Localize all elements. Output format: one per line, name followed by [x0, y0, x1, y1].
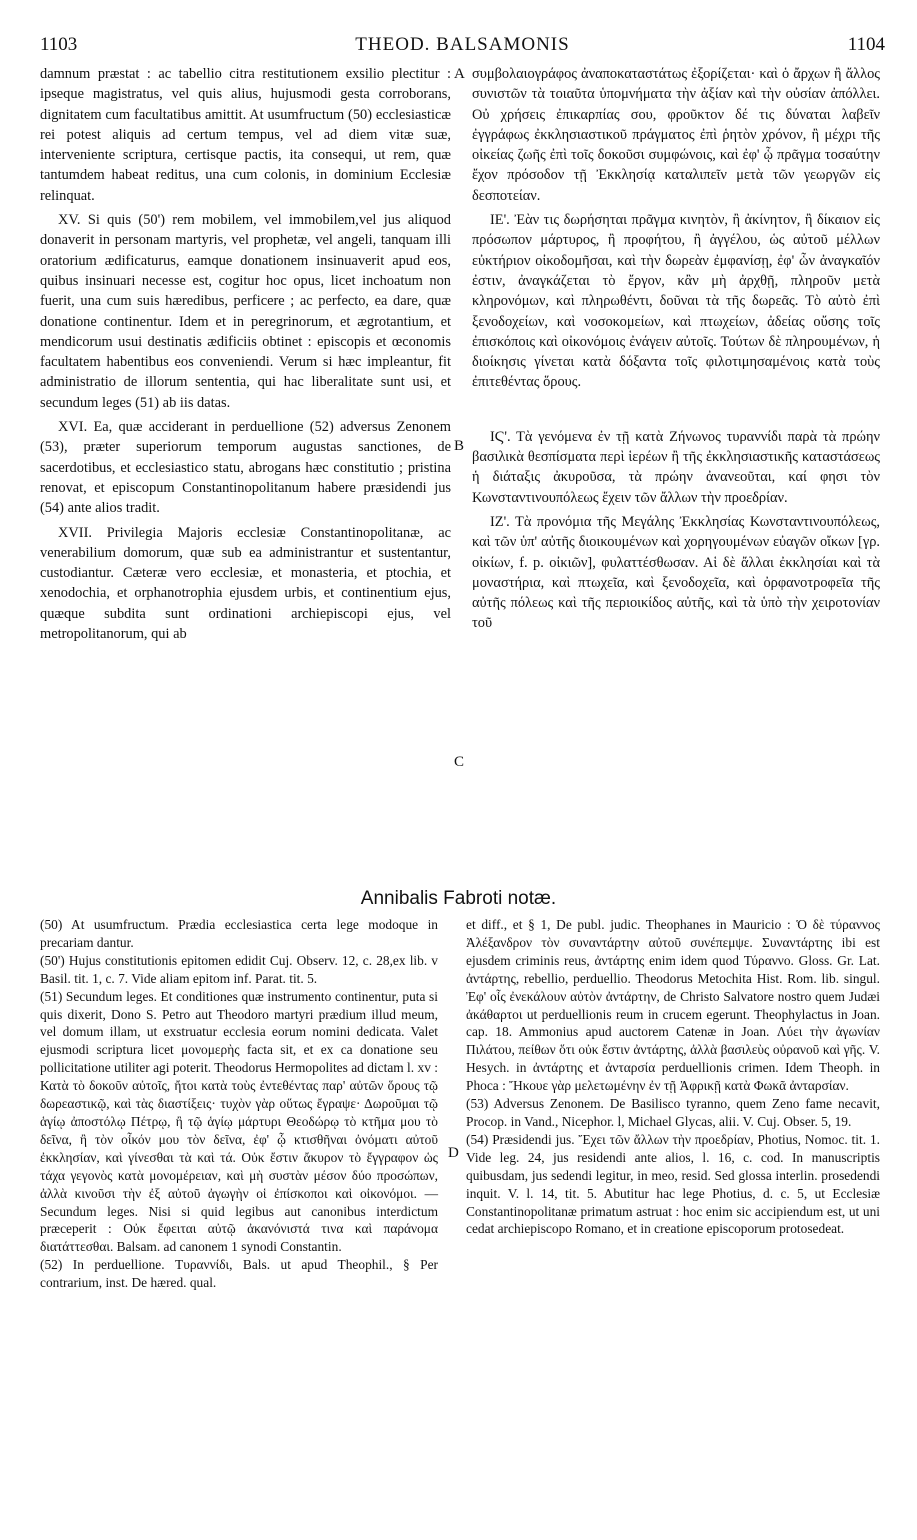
notes-left-column: [40, 916, 438, 1292]
greek-column: [472, 64, 880, 638]
latin-paragraph: XVI. Ea, quæ acciderant in perduellione (52) adversus Zenonem (53), præter superiorum temporum augustas sanctiones, de sacerdotibus, et ecclesiastico statu, abrogans hæc constitutio ; pristina renovat, et episcopum Constantinopolitanum habere præsidendi jus (54) ante alios tradit.: [40, 419, 451, 517]
notes-right-column: [466, 916, 880, 1238]
running-header: [40, 34, 885, 60]
margin-marker-c: C: [454, 754, 465, 770]
note: (52) In perduellione. Τυραννίδι, Bals. ut apud Theophil., § Per contrarium, inst. De hæred. qual.: [40, 1257, 438, 1291]
note: et diff., et § 1, De publ. judic. Theophanes in Mauricio : Ὁ δὲ τύραννος Ἀλέξανδρον τὸν συναντάρτην αὐτοῦ συνέπεμψε. Συναντάρτης ibi est ejusdem criminis reus, ἀντάρτης enim idem quod Τύραννο. Gloss. Gr. Lat. ἀντάρτης, rebellio, perduellio. Theodorus Metochita Hist. Rom. lib. singul. Ἐφ' οἷς ἐνεκάλουν αὐτὸν ἀντάρτην, de Christo Salvatore nostro quem Judæi ἀκάθαρτοι ut perduellionis reum in crucem egerunt. Theophylactus in Joan. cap. 18. Ammonius apud auctorem Catenæ in Joan. Λύει τὴν ἀγωνίαν Πιλάτου, πείθων ὅτι οὐκ ἔστιν ἀντάρτης, ἀλλὰ βασιλεὺς οὐρανοῦ καὶ γῆς. V. Hesych. in ἀντάρτης et ἀνταρσία perduellionis crimen. Idem Theoph. in Phoca : Ἤκουε γὰρ μελετωμένην ἐν τῇ Ἀφρικῇ κατὰ Φωκᾶ ἀνταρσίαν.: [466, 917, 880, 1094]
latin-paragraph: damnum præstat : ac tabellio citra restitutionem exsilio plectitur : ipseque magistratus, vel quis alius, hujusmodi gesta corroborans, dignitatem cum facultatibus amittit. At usumfructum (50) ecclesiasticæ rei potest aliquis ad certum tempus, vel ad diem vitæ suæ, interveniente scriptura, certisque pactis, ita consequi, ut rem, quæ tantumdem habeat reditus, una cum colonis, in dominium Ecclesiæ relinquat.: [40, 66, 451, 204]
margin-marker-a: A: [454, 66, 465, 82]
greek-paragraph: ΙΕ'. Ἐὰν τις δωρήσηται πρᾶγμα κινητὸν, ἢ ἀκίνητον, ἢ δίκαιον εἰς πρόσωπον μάρτυρος, ἢ προφήτου, ἢ ἀγγέλου, ὡς αὐτοῦ μέλλων εὐκτήριον οἰκοδομῆσαι, καὶ τὴν δωρεὰν ἐμφανίσῃ, ἐφ' ὧν ἀναγκαῖόν ἐστιν, ἀναγκάζεται τὸ ἔργον, κἂν μὴ ἀρχθῇ, πληροῦν μετὰ κληρονόμων, καὶ πληρωθέντι, δοῦναι τὰ τῆς δωρεᾶς. Τὸ αὐτὸ ἐπὶ ξενοδοχείων, καὶ νοσοκομείων, καὶ πτωχείων, ἀδείας οὔσης τοῖς ἐπισκόποις καὶ οἰκονόμοις ἐνάγειν αὐτοῖς. Τούτων δὲ πληρουμένων, ἡ διοίκησις γίνεται κατὰ δόξαντα τοῖς φιλοτιμησαμένοις κατὰ τοὺς ἐπιτεθέντας ὅρους.: [472, 212, 880, 391]
page-number-left: 1103: [40, 34, 78, 55]
latin-paragraph: XVII. Privilegia Majoris ecclesiæ Constantinopolitanæ, ac venerabilium domorum, quæ sub ea administrantur et sustentantur, custodiantur. Cæteræ vero ecclesiæ, et monasteria, et ptochia, et xenodochia, et orphanotrophia ejusdem urbis, et continentium ejus, quæque subdita sunt ordinationi archiepiscopi ejus, vel metropolitanorum, qui ab: [40, 524, 451, 643]
latin-paragraph: XV. Si quis (50') rem mobilem, vel immobilem,vel jus aliquod donaverit in personam martyris, vel prophetæ, vel angeli, tanquam illi oratorium ædificaturus, eamque donationem insinuaverit apud eos, quibus insinuari necesse est, cogitur hoc opus, licet inchoatum non fuerit, una cum suis hæredibus, perficere ; ac perfecto, ea dare, quæ donatione continentur. Idem et in peregrinorum, et ægrotantium, et mendicorum usui destinatis ædificiis obtinet : episcopis et œconomis facultatem habentibus eos conveniendi. Verum si hæc impleantur, fit administratio de illorum sententia, qui hac liberalitate sunt usi, et secundum leges (51) ab iis datas.: [40, 212, 451, 411]
margin-marker-b: B: [454, 438, 465, 454]
running-title: THEOD. BALSAMONIS: [355, 34, 570, 55]
note: (51) Secundum leges. Et conditiones quæ instrumento continentur, puta si quis dixerit, Dono S. Petro aut Theodoro martyri prædium illud meum, vel domum illam, ut exstruatur ecclesia eorum nomini dedicata. Valet ejusmodi scriptura licet μονομερὴς facta sit, et ex ca donatione seu pollicitatione utiliter agi poterit. Theodorus Hermopolites ad dictam l. xv : Κατὰ τὸ δοκοῦν αὐτοῖς, ἤτοι κατὰ τοὺς ἐντεθέντας παρ' αὐτῶν ὅρους τῷ δωρεαστικῷ, καὶ τὰς διαστίξεις· τυχὸν γὰρ οὕτως ἔγραψε· Δωροῦμαι τῷ ἁγίῳ ἀποστόλῳ Πέτρῳ, ἢ τῷ ἁγίῳ μάρτυρι Θεοδώρῳ τὸ κτῆμα μου τὸ δεῖνα, ἢ τὸν οἶκόν μου τὸν δεῖνα, ἐφ' ᾧ κτισθῆναι ὀνόματι αὐτοῦ ἐκκλησίαν, καὶ γίνεσθαι τὰ καὶ τά. Οὐκ ἔστιν ἄκυρον τὸ ἔγγραφον ὡς τάχα γεγονὸς κατὰ μονομέρειαν, καὶ μὴ συστὰν μέσον δύο προσώπων, ἀλλὰ κινοῦσι τὴν ἐξ αὐτοῦ ἀγωγὴν οἱ ἐπίσκοποι καὶ οἰκονόμοι. — Secundum leges. Nisi si quid legibus aut canonibus interdictum præceperit : Οὐκ ἔφειται αὐτῷ ἀκανόνιστά τινα καὶ παράνομα διατάττεσθαι. Balsam. ad canonem 1 synodi Constantin.: [40, 988, 438, 1255]
notes-heading: Annibalis Fabroti notæ.: [360, 888, 557, 909]
greek-paragraph: ΙϚ'. Τὰ γενόμενα ἐν τῇ κατὰ Ζήνωνος τυραννίδι παρὰ τὰ πρώην βασιλικὰ θεσπίσματα περὶ ἱερέων ἢ τῆς ἐκκλησιαστικῆς καταστάσεως ἡ διάταξις ἀκυροῦσα, τὰ πρώην ἀνανεοῦται, καί φησι τὸν Κωνσταντινουπόλεως ἔχειν τῶν ἄλλων τὴν προεδρίαν.: [472, 428, 880, 506]
note: (54) Præsidendi jus. Ἔχει τῶν ἄλλων τὴν προεδρίαν, Photius, Nomoc. tit. 1. Vide leg. 24, jus residendi ante alios, l. 16, c. cod. In manuscriptis quibusdam, jus sedendi legitur, in meo, resid. Sed glossa interlin. prosedendi inquit. V. l. 14, tit. 5. Abutitur hac lege Photius, d. c. 5, ut Ecclesiæ Constantinopolitanæ primatum astruat : hoc enim sic accipiendum est, ut uni cedat archiepiscopo Romano, et in creatione episcoporum protosedeat.: [466, 1131, 880, 1237]
greek-paragraph: ΙΖ'. Τὰ προνόμια τῆς Μεγάλης Ἐκκλησίας Κωνσταντινουπόλεως, καὶ τῶν ὑπ' αὐτῆς διοικουμένων καὶ χορηγουμένων εὐαγῶν οἴκων [γρ. οἰκίων, f. p. οἰκιῶν], φυλαττέσθωσαν. Αἱ δὲ ἄλλαι ἐκκλησίαι καὶ τὰ μοναστήρια, καὶ πτωχεῖα, καὶ ξενοδοχεῖα, καὶ ὀρφανοτροφεῖα τῆς αὐτῆς πόλεως καὶ τῆς περιοικίδος αὐτῆς, καὶ τὰ ὑπὸ τὴν χειροτονίαν τοῦ: [472, 513, 880, 632]
page-number-right: 1104: [847, 34, 885, 55]
note: (53) Adversus Zenonem. De Basilisco tyranno, quem Zeno fame necavit, Procop. in Vand., Nicephor. l, Michael Glycas, alii. V. Cuj. Obser. 5, 19.: [466, 1096, 880, 1129]
margin-marker-d: D: [448, 1145, 459, 1161]
note: (50') Hujus constitutionis epitomen edidit Cuj. Observ. 12, c. 28,ex lib. v Basil. tit. 1, c. 7. Vide aliam epitom inf. Parat. tit. 5.: [40, 952, 438, 986]
note: (50) At usumfructum. Prædia ecclesiastica certa lege modoque in precariam dantur.: [40, 917, 438, 950]
greek-paragraph: συμβολαιογράφος ἀναποκαταστάτως ἐξορίζεται· καὶ ὁ ἄρχων ἢ ἄλλος συνιστῶν τὰ τοιαῦτα ὑπομνήματα τὴν ἀξίαν καὶ τὴν οὐσίαν ἀπόλλει. Οὐ χρήσεις ἐπικαρπίας σου, φροῦκτον δέ τις δύναται λαβεῖν ἐγγράφως ἐκκλησιαστικοῦ πράγματος ἐπὶ ῥητὸν χρόνον, ἢ μέχρι τῆς οἰκείας ζωῆς ἐπὶ τοῖς δοκοῦσι συμφώνοις, καὶ ἐφ' ᾧ πρᾶγμα τοσαύτην ἔχον πρόσοδον τῇ Ἐκκλησίᾳ καταλιπεῖν μετὰ τῶν γεωργῶν εἰς δεσποτείαν.: [472, 66, 880, 204]
latin-column: [40, 64, 451, 648]
